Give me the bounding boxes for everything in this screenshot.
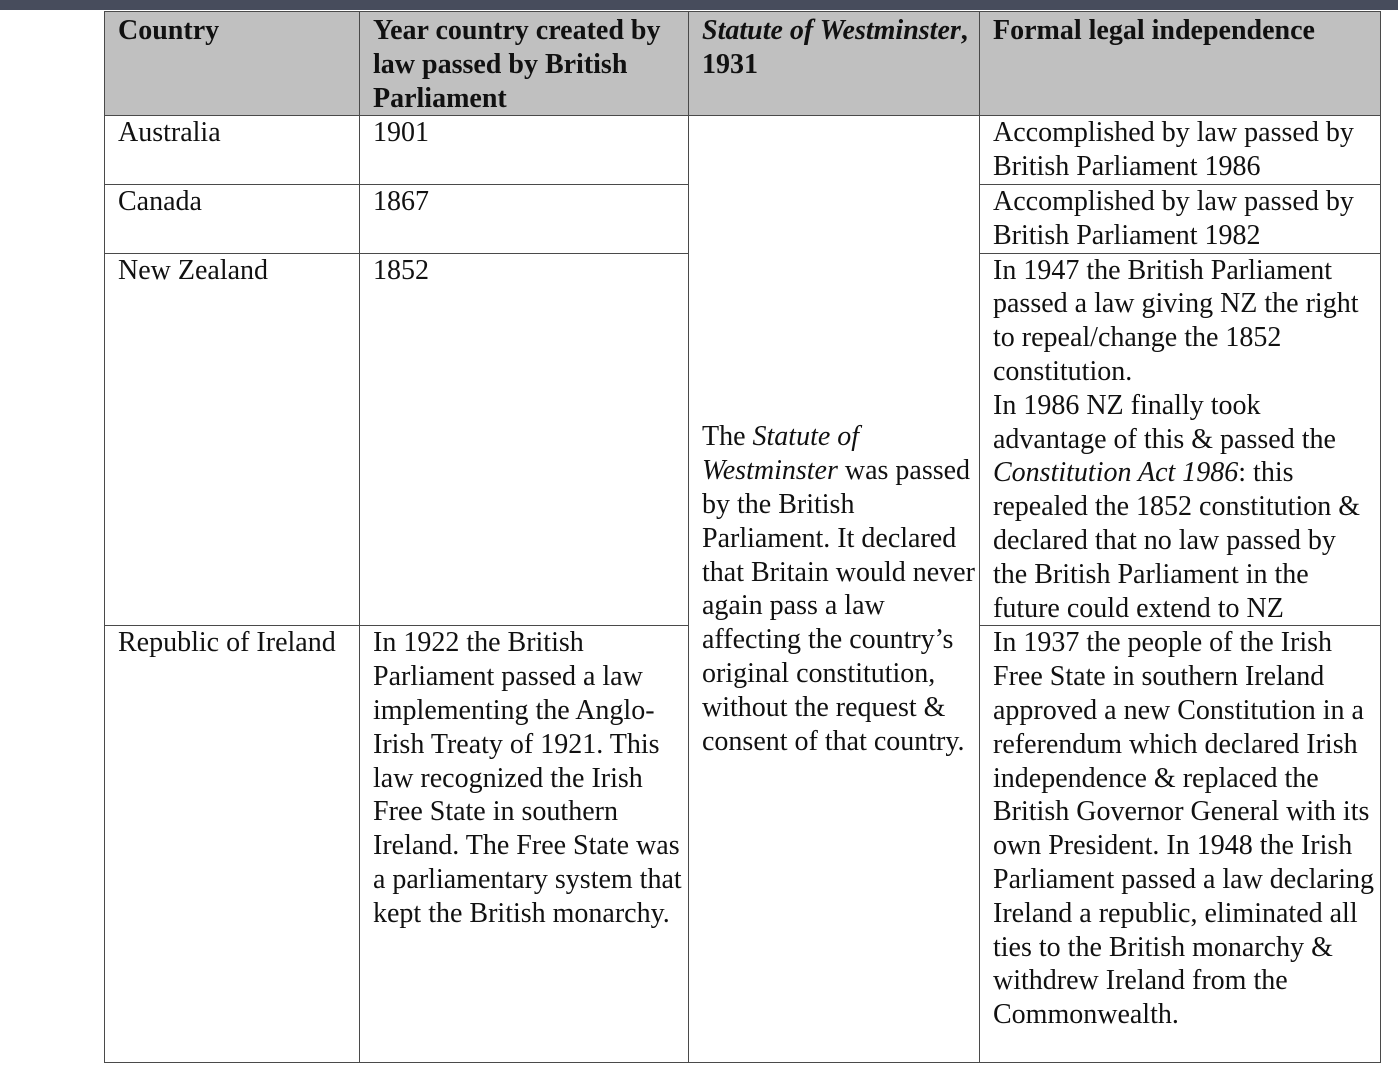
table-row	[105, 116, 1381, 185]
independence-cell: In 1937 the people of the Irish Free State in southern Ireland approved a new Constitution in a referendum which declared Irish independence & replaced the British Governor General with its own President. In 1948 the Irish Parliament passed a law declaring Ireland a republic, eliminated all ties to the British monarchy & withdrew Ireland from the Commonwealth.	[980, 626, 1381, 1063]
statute-text-pre: The	[702, 421, 753, 453]
header-statute-italic: Statute of Westminster	[702, 15, 961, 46]
year-cell: 1852	[360, 253, 689, 626]
year-cell: 1867	[360, 184, 689, 253]
statute-text-post: was passed by the British Parliament. It declared that Britain would never again pass a law affecting the country’s original constitution, without the request & consent of that country.	[702, 455, 975, 757]
header-country: Country	[105, 12, 360, 116]
commonwealth-independence-table	[104, 11, 1381, 1063]
independence-cell	[980, 253, 1381, 626]
country-cell: Australia	[105, 116, 360, 185]
independence-cell: Accomplished by law passed by British Parliament 1986	[980, 116, 1381, 185]
statute-cell	[689, 116, 980, 1063]
independence-paragraph-2-post: : this repealed the 1852 constitution & declared that no law passed by the British Parliament in the future could extend to NZ	[993, 457, 1361, 624]
year-cell: 1901	[360, 116, 689, 185]
header-statute-year: , 1931	[702, 15, 968, 80]
statute-text-italic: Statute of Westminster	[702, 421, 860, 487]
country-cell: Canada	[105, 184, 360, 253]
independence-paragraph-2-italic: Constitution Act 1986	[993, 457, 1239, 489]
country-cell: Republic of Ireland	[105, 626, 360, 1063]
header-independence: Formal legal independence	[980, 12, 1381, 116]
header-year-created: Year country created by law passed by British Parliament	[360, 12, 689, 116]
header-row	[105, 12, 1381, 116]
header-statute	[689, 12, 980, 116]
independence-paragraph-2-pre: In 1986 NZ finally took advantage of this & passed the	[993, 389, 1336, 455]
country-cell: New Zealand	[105, 253, 360, 626]
independence-paragraph-1: In 1947 the British Parliament passed a law giving NZ the right to repeal/change the 1852 constitution.	[993, 254, 1359, 387]
year-cell: In 1922 the British Parliament passed a law implementing the Anglo-Irish Treaty of 1921. This law recognized the Irish Free State in southern Ireland. The Free State was a parliamentary system that kept the British monarchy.	[360, 626, 689, 1063]
independence-cell: Accomplished by law passed by British Parliament 1982	[980, 184, 1381, 253]
window-top-bar	[0, 0, 1398, 10]
